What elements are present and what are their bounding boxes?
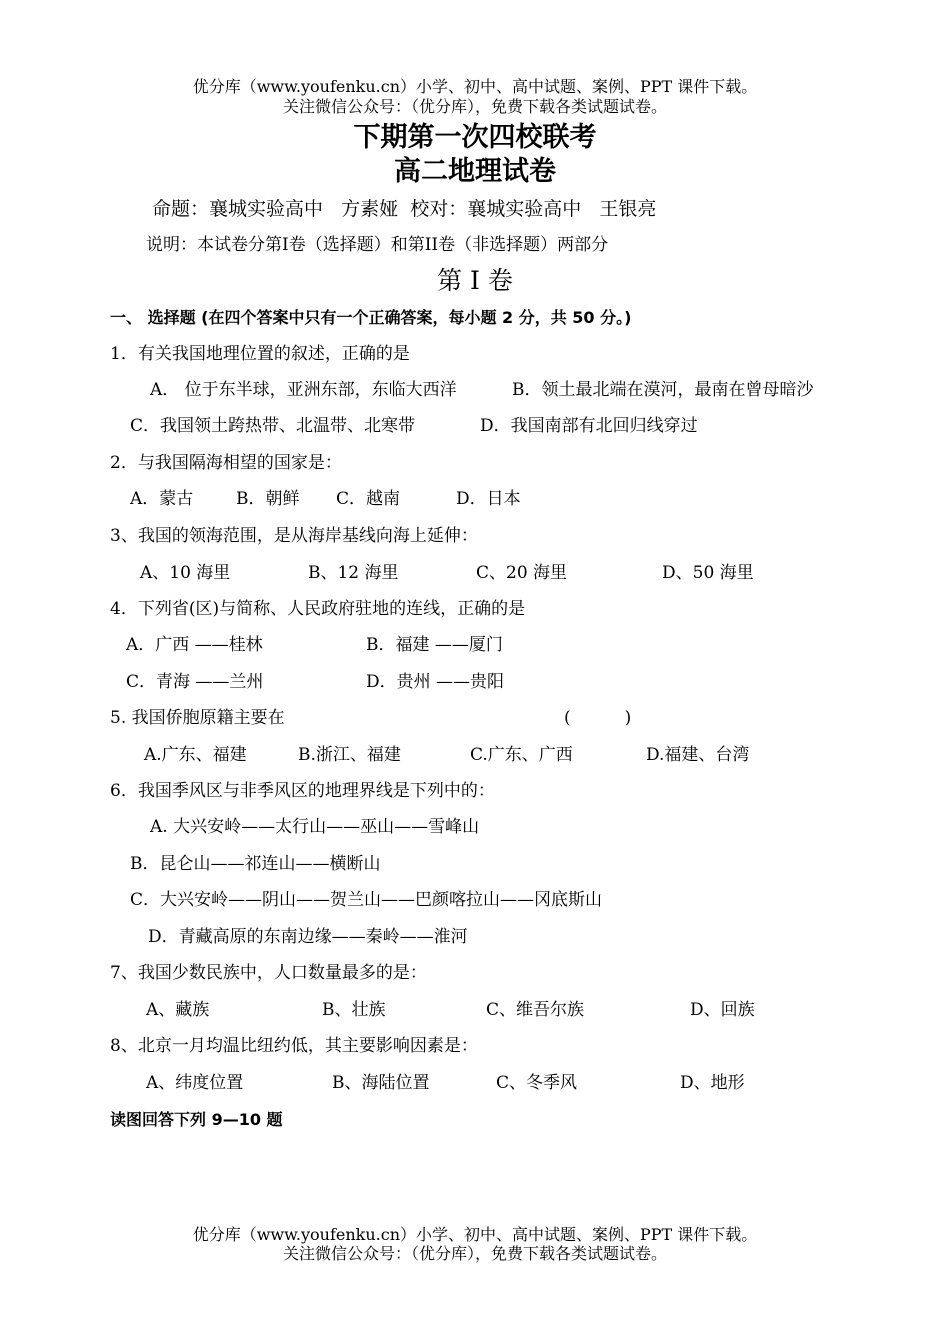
header-line-2: 关注微信公众号：（优分库），免费下载各类试题试卷。 — [282, 97, 667, 116]
question-stem: 1．有关我国地理位置的叙述，正确的是 — [110, 344, 410, 364]
question-option: B、海陆位置 — [332, 1073, 430, 1093]
header-line-1: 优分库（www.youfenku.cn）小学、初中、高中试题、案例、PPT 课件下载。 — [192, 77, 758, 96]
question-stem: 4．下列省(区)与简称、人民政府驻地的连线，正确的是 — [110, 599, 526, 619]
question-option: D、地形 — [680, 1073, 745, 1093]
question-option: D．贵州 ——贵阳 — [366, 672, 505, 692]
footer-line-1: 优分库（www.youfenku.cn）小学、初中、高中试题、案例、PPT 课件下载。 — [192, 1225, 758, 1244]
footer-line-2: 关注微信公众号：（优分库），免费下载各类试题试卷。 — [282, 1244, 667, 1263]
question-option: A． 位于东半球，亚洲东部，东临大西洋 — [150, 380, 457, 400]
answer-bracket: ( ) — [564, 708, 632, 728]
question-option: C、维吾尔族 — [486, 1000, 585, 1020]
question-option: A．广西 ——桂林 — [126, 635, 263, 655]
exam-title-line-1: 下期第一次四校联考 — [353, 122, 597, 153]
part-heading: 一、 选择题 (在四个答案中只有一个正确答案，每小题 2 分，共 50 分。) — [110, 308, 632, 327]
exam-title-line-2: 高二地理试卷 — [394, 156, 556, 187]
question-option: D．日本 — [456, 489, 521, 509]
question-option: B．朝鲜 — [236, 489, 300, 509]
question-option: D．我国南部有北回归线穿过 — [480, 416, 698, 436]
section-title: 第 I 卷 — [437, 266, 513, 295]
question-option: A．蒙古 — [130, 489, 194, 509]
question-option: A、纬度位置 — [146, 1073, 244, 1093]
question-option: C．青海 ——兰州 — [126, 672, 264, 692]
question-stem: 2．与我国隔海相望的国家是： — [110, 453, 342, 473]
question-option: A.广东、福建 — [144, 745, 247, 765]
question-stem: 8、北京一月均温比纽约低，其主要影响因素是： — [110, 1036, 478, 1056]
question-option: A、藏族 — [146, 1000, 210, 1020]
exam-note: 说明：本试卷分第I卷（选择题）和第II卷（非选择题）两部分 — [146, 235, 609, 255]
question-option: D．青藏高原的东南边缘——秦岭——淮河 — [148, 927, 468, 947]
question-option: B、12 海里 — [308, 563, 399, 583]
question-option: C.广东、广西 — [470, 745, 573, 765]
question-stem: 3、我国的领海范围，是从海岸基线向海上延伸： — [110, 526, 478, 546]
question-option: B．福建 ——厦门 — [366, 635, 503, 655]
question-option: B.浙江、福建 — [298, 745, 401, 765]
question-option: B．昆仑山——祁连山——横断山 — [130, 854, 381, 874]
question-option: C．越南 — [336, 489, 401, 509]
question-option: D.福建、台湾 — [646, 745, 750, 765]
question-stem: 6．我国季风区与非季风区的地理界线是下列中的： — [110, 781, 495, 801]
question-option: B、壮族 — [322, 1000, 386, 1020]
question-option: C．我国领土跨热带、北温带、北寒带 — [130, 416, 416, 436]
question-option: C、冬季风 — [496, 1073, 578, 1093]
question-stem: 7、我国少数民族中，人口数量最多的是： — [110, 963, 427, 983]
question-option: A. 大兴安岭——太行山——巫山——雪峰山 — [150, 817, 480, 837]
question-option: D、回族 — [690, 1000, 755, 1020]
question-stem: 5. 我国侨胞原籍主要在 — [110, 708, 285, 728]
question-option: D、50 海里 — [662, 563, 754, 583]
question-option: B．领土最北端在漠河，最南在曾母暗沙 — [512, 380, 814, 400]
authors-line: 命题：襄城实验高中 方素娅 校对：襄城实验高中 王银亮 — [152, 198, 657, 220]
question-option: C、20 海里 — [476, 563, 568, 583]
question-option: C．大兴安岭——阴山——贺兰山——巴颜喀拉山——冈底斯山 — [130, 890, 603, 910]
read-figure-instruction: 读图回答下列 9—10 题 — [110, 1110, 283, 1129]
question-option: A、10 海里 — [140, 563, 231, 583]
